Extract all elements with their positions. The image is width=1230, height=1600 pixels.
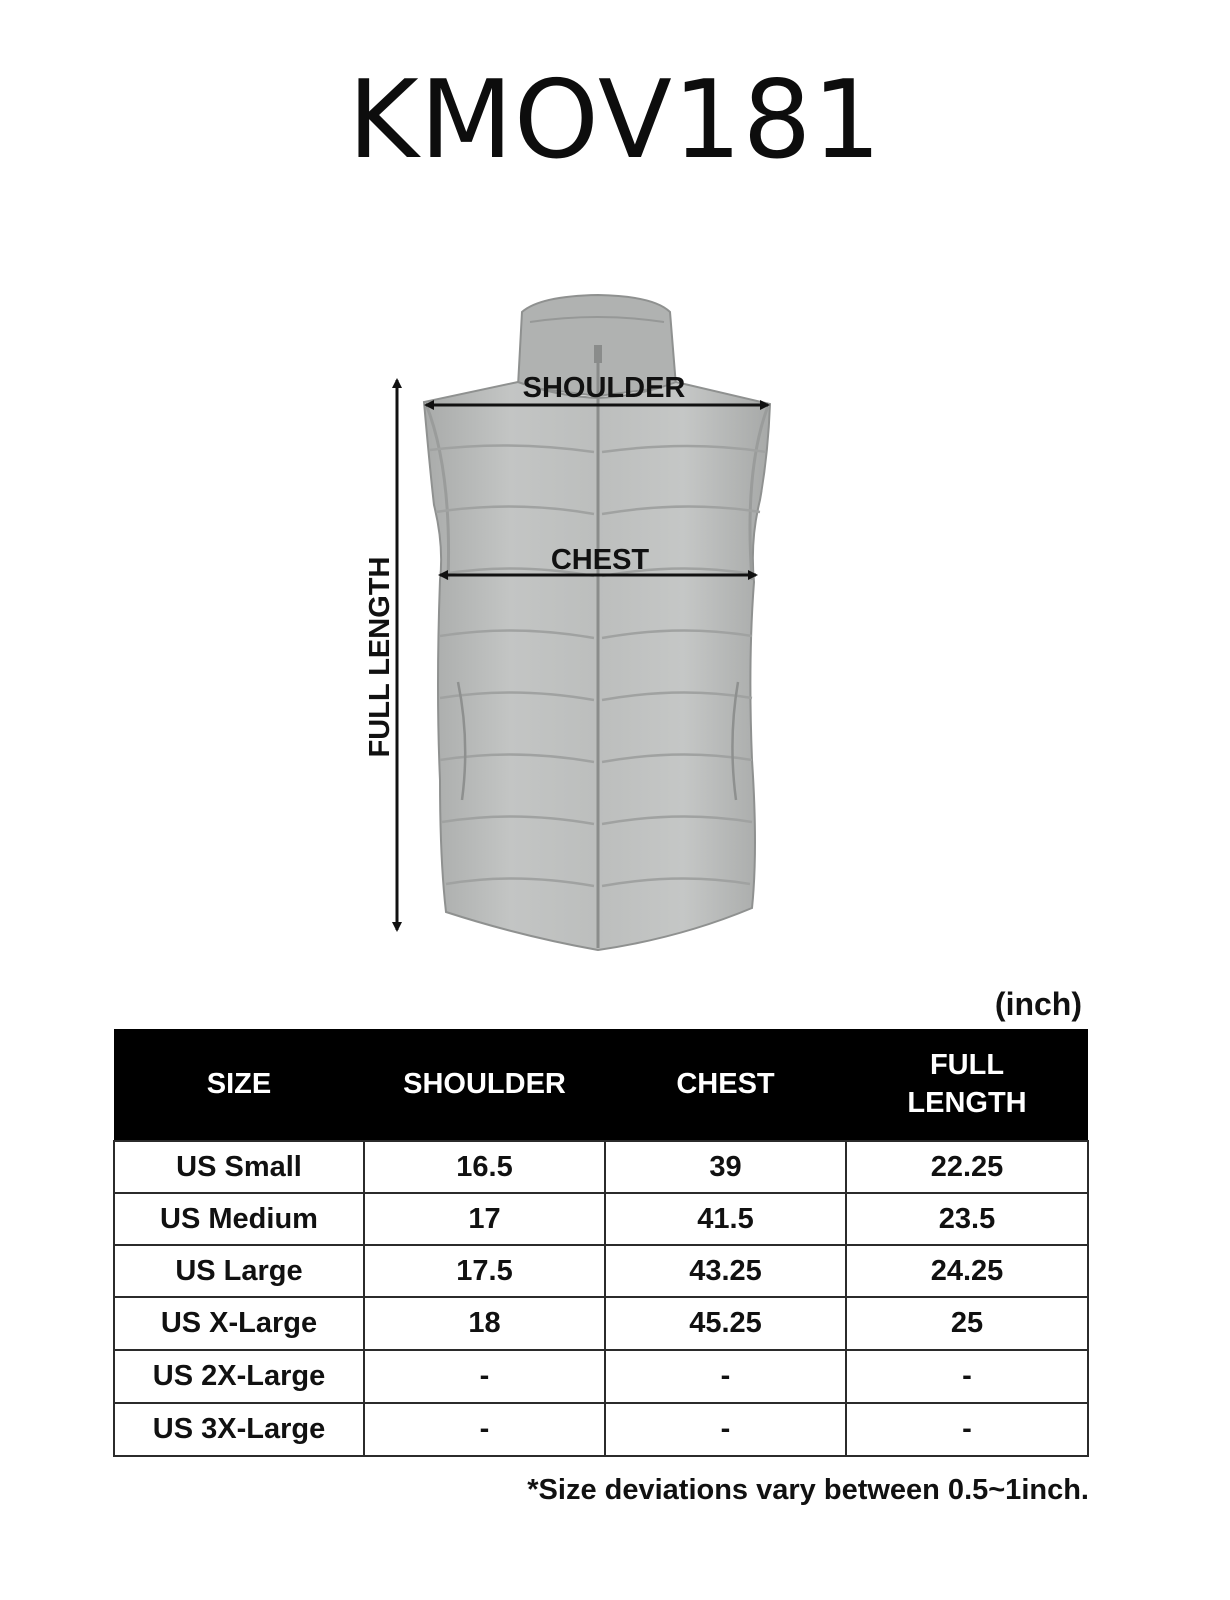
- table-row: [114, 1297, 1088, 1350]
- cell-chest: -: [605, 1350, 846, 1403]
- cell-size: US Small: [114, 1141, 364, 1193]
- cell-shoulder: 18: [364, 1297, 605, 1350]
- cell-length: 24.25: [846, 1245, 1088, 1297]
- table-row: [114, 1403, 1088, 1456]
- table-header-row: [114, 1029, 1088, 1141]
- cell-chest: 43.25: [605, 1245, 846, 1297]
- cell-size: US Medium: [114, 1193, 364, 1245]
- table-row: [114, 1350, 1088, 1403]
- unit-note: (inch): [994, 986, 1082, 1022]
- chest-label: CHEST: [550, 544, 650, 576]
- table-row: [114, 1245, 1088, 1297]
- cell-chest: -: [605, 1403, 846, 1456]
- shoulder-label: SHOULDER: [522, 372, 686, 404]
- cell-length: 25: [846, 1297, 1088, 1350]
- table-row: [114, 1141, 1088, 1193]
- cell-shoulder: 17: [364, 1193, 605, 1245]
- cell-shoulder: 17.5: [364, 1245, 605, 1297]
- product-code-title: KMOV181: [347, 58, 883, 183]
- table-row: [114, 1193, 1088, 1245]
- header-full-length-line1: FULL: [929, 1049, 1005, 1082]
- size-chart-table: [113, 1029, 1089, 1457]
- header-shoulder: SHOULDER: [364, 1029, 605, 1141]
- header-full-length: [846, 1029, 1088, 1141]
- cell-size: US Large: [114, 1245, 364, 1297]
- cell-length: 23.5: [846, 1193, 1088, 1245]
- cell-size: US X-Large: [114, 1297, 364, 1350]
- size-deviation-footnote: *Size deviations vary between 0.5~1inch.: [527, 1474, 1089, 1506]
- cell-chest: 39: [605, 1141, 846, 1193]
- cell-size: US 2X-Large: [114, 1350, 364, 1403]
- header-size: SIZE: [114, 1029, 364, 1141]
- header-chest: CHEST: [605, 1029, 846, 1141]
- cell-chest: 45.25: [605, 1297, 846, 1350]
- cell-length: -: [846, 1403, 1088, 1456]
- full-length-label: FULL LENGTH: [364, 556, 396, 758]
- header-full-length-line2: LENGTH: [907, 1086, 1027, 1119]
- cell-chest: 41.5: [605, 1193, 846, 1245]
- cell-length: 22.25: [846, 1141, 1088, 1193]
- cell-shoulder: -: [364, 1350, 605, 1403]
- cell-length: -: [846, 1350, 1088, 1403]
- cell-shoulder: 16.5: [364, 1141, 605, 1193]
- cell-shoulder: -: [364, 1403, 605, 1456]
- cell-size: US 3X-Large: [114, 1403, 364, 1456]
